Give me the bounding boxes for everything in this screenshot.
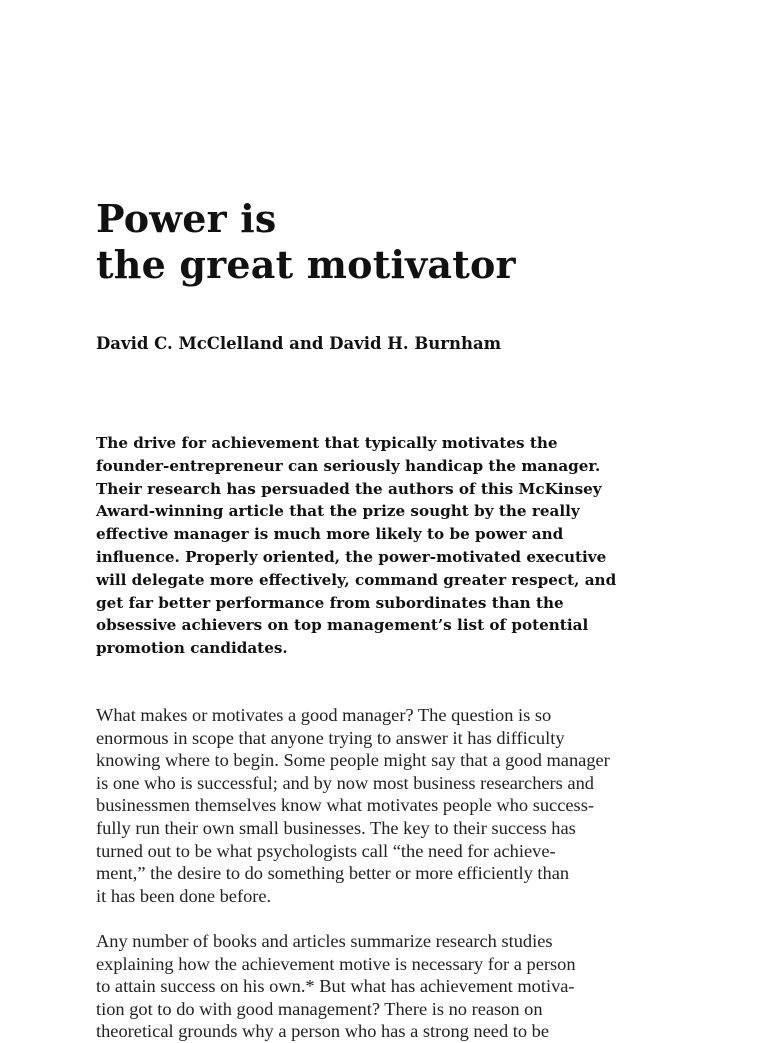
- body-line: explaining how the achievement motive is necessary for a person: [96, 953, 576, 974]
- abstract-line: Their research has persuaded the authors of this McKinsey: [96, 479, 602, 498]
- abstract-line: get far better performance from subordinates than the: [96, 593, 564, 612]
- body-line: it has been done before.: [96, 885, 272, 906]
- abstract-line: Award-winning article that the prize sought by the really: [96, 502, 580, 521]
- abstract-line: effective manager is much more likely to be power and: [96, 525, 564, 544]
- body-line: businessmen themselves know what motivates people who success-: [96, 795, 594, 816]
- body-line: tion got to do with good management? There is no reason on: [96, 998, 543, 1019]
- body-line: turned out to be what psychologists call “the need for achieve-: [96, 840, 556, 861]
- body-line: What makes or motivates a good manager? The question is so: [96, 705, 552, 725]
- body-line: is one who is successful; and by now most business researchers and: [96, 772, 594, 793]
- abstract-line: will delegate more effectively, command greater respect, and: [96, 570, 617, 589]
- body-line: enormous in scope that anyone trying to answer it has difficulty: [96, 727, 565, 748]
- abstract-line: influence. Properly oriented, the power-motivated executive: [96, 547, 607, 566]
- article-abstract: [96, 432, 676, 660]
- body-line: knowing where to begin. Some people might say that a good manager: [96, 750, 610, 771]
- abstract-line: obsessive achievers on top management’s list of potential: [96, 616, 589, 635]
- abstract-line: promotion candidates.: [96, 639, 288, 658]
- body-paragraph: [96, 930, 676, 1043]
- abstract-line: founder-entrepreneur can seriously handicap the manager.: [96, 456, 601, 475]
- abstract-line: The drive for achievement that typically motivates the: [96, 434, 558, 452]
- article-title: [96, 196, 516, 288]
- body-line: theoretical grounds why a person who has a strong need to be: [96, 1021, 550, 1042]
- title-line: Power is: [96, 196, 277, 241]
- body-line: Any number of books and articles summarize research studies: [96, 931, 553, 951]
- body-paragraph: [96, 704, 676, 907]
- body-line: ment,” the desire to do something better or more efficiently than: [96, 863, 570, 884]
- body-line: fully run their own small businesses. The key to their success has: [96, 817, 576, 838]
- body-line: to attain success on his own.* But what has achievement motiva-: [96, 976, 575, 997]
- article-authors: David C. McClelland and David H. Burnham: [96, 334, 502, 353]
- title-line: the great motivator: [96, 242, 516, 287]
